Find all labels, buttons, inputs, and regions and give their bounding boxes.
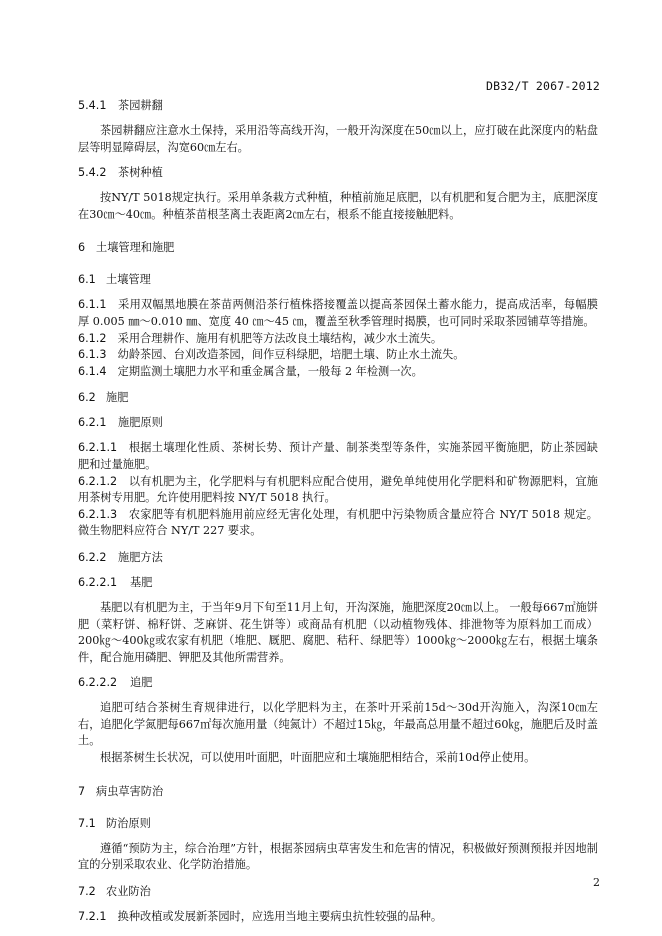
paragraph-6-2-1-1: 6.2.1.1 根据土壤理化性质、茶树长势、预计产量、制茶类型等条件，实施茶园平衡施肥，防止茶园缺肥和过量施肥。 (78, 441, 598, 471)
document-code: DB32/T 2067-2012 (486, 79, 600, 93)
paragraph-6-1-2: 6.1.2 采用合理耕作、施用有机肥等方法改良土壤结构，减少水土流失。 (78, 331, 443, 345)
heading-6-2: 6.2 施肥 (78, 391, 129, 405)
heading-5-4-1: 5.4.1 茶园耕翻 (78, 99, 163, 112)
heading-6-1: 6.1 土壤管理 (78, 273, 151, 287)
heading-6-2-2-2: 6.2.2.2 追肥 (78, 676, 153, 690)
heading-7-1: 7.1 防治原则 (78, 816, 151, 830)
heading-7-2: 7.2 农业防治 (78, 884, 151, 898)
paragraph-5-4-2: 按NY/T 5018规定执行。采用单条栽方式种植，种植前施足底肥，以有机肥和复合肥为主，底肥深度在30㎝～40㎝。种植茶苗根茎离土表距离2㎝左右，根系不能直接接触肥料。 (78, 191, 598, 221)
paragraph-7-2-1: 7.2.1 换种改植或发展新茶园时，应选用当地主要病虫抗性较强的品种。 (78, 909, 443, 923)
heading-6: 6 土壤管理和施肥 (78, 241, 175, 255)
paragraph-6-1-4: 6.1.4 定期监测土壤肥力水平和重金属含量，一般每 2 年检测一次。 (78, 364, 423, 378)
document-body (78, 96, 598, 925)
paragraph-5-4-1: 茶园耕翻应注意水土保持，采用沿等高线开沟，一般开沟深度在50㎝以上，应打破在此深度内的粘盘层等明显障碍层，沟宽60㎝左右。 (78, 124, 598, 154)
paragraph-6-2-2-2-b: 根据茶树生长状况，可以使用叶面肥，叶面肥应和土壤施肥相结合，采前10d停止使用。 (100, 751, 536, 765)
page-number: 2 (593, 876, 600, 889)
heading-6-2-1: 6.2.1 施肥原则 (78, 416, 163, 430)
paragraph-6-1-3: 6.1.3 幼龄茶园、台刈改造茶园，间作豆科绿肥，培肥土壤、防止水土流失。 (78, 348, 465, 362)
paragraph-6-2-2-1: 基肥以有机肥为主，于当年9月下旬至11月上旬，开沟深施，施肥深度20㎝以上。 一般每667㎡施饼肥（菜籽饼、棉籽饼、芝麻饼、花生饼等）或商品有机肥（以动植物残体、排泄物等为原料加工而成）200㎏～400㎏或农家有机肥（堆肥、厩肥、腐肥、秸秆、绿肥等）1000㎏～2000㎏左右，根据土壤条件，配合施用磷肥、钾肥及其他所需营养。 (78, 600, 598, 664)
paragraph-6-2-2-2-a: 追肥可结合茶树生育规律进行，以化学肥料为主，在茶叶开采前15d～30d开沟施入，沟深10㎝左右，追肥化学氮肥每667㎡每次施用量（纯氮计）不超过15㎏，年最高总用量不超过60㎏，施肥后及时盖土。 (78, 701, 598, 748)
paragraph-6-1-1: 6.1.1 采用双幅黑地膜在茶苗两侧沿茶行植株搭接覆盖以提高茶园保土蓄水能力，提高成活率，每幅膜厚 0.005 ㎜～0.010 ㎜、宽度 40 ㎝～45 ㎝，覆盖至秋季管理时揭膜，也可同时采取茶园铺草等措施。 (78, 298, 598, 328)
heading-5-4-2: 5.4.2 茶树种植 (78, 166, 163, 180)
paragraph-6-2-1-2: 6.2.1.2 以有机肥为主，化学肥料与有机肥料应配合使用，避免单纯使用化学肥料和矿物源肥料，宜施用茶树专用肥。允许使用肥料按 NY/T 5018 执行。 (78, 474, 598, 505)
heading-7: 7 病虫草害防治 (78, 784, 164, 798)
paragraph-6-2-1-3: 6.2.1.3 农家肥等有机肥料施用前应经无害化处理，有机肥中污染物质含量应符合 NY/T 5018 规定。微生物肥料应符合 NY/T 227 要求。 (78, 507, 598, 538)
heading-6-2-2-1: 6.2.2.1 基肥 (78, 575, 153, 589)
heading-6-2-2: 6.2.2 施肥方法 (78, 550, 163, 564)
paragraph-7-1: 遵循“预防为主，综合治理”方针，根据茶园病虫草害发生和危害的情况，积极做好预测预报并因地制宜的分别采取农业、化学防治措施。 (78, 841, 598, 872)
